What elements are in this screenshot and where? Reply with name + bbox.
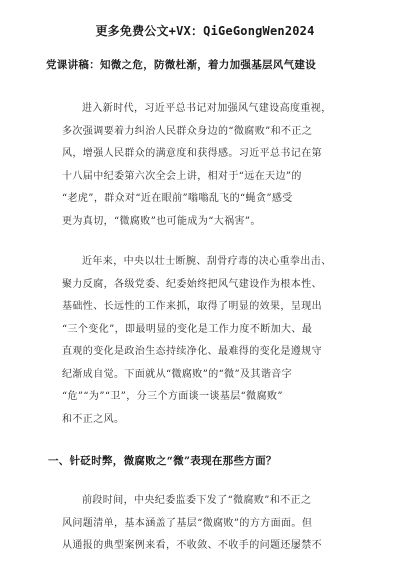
paragraph-2 (62, 251, 376, 431)
paragraph-line: “老虎”，群众对“近在眼前”嗡嗡乱飞的“蝇贪”感受 (62, 193, 293, 204)
paragraph-line: 直观的变化是政治生态持续净化、最难得的变化是遵规守 (62, 346, 322, 357)
paragraph-line: 十八届中纪委第六次全会上讲，相对于“远在天边”的 (62, 170, 302, 182)
page-header: 更多免费公文+VX：QiGeGongWen2024 (95, 24, 315, 38)
paragraph-line: 纪渐成自觉。下面就从“微腐败”的“微”及其谐音字 (62, 368, 293, 380)
paragraph-line: 聚力反腐，各级党委、纪委始终把风气建设作为根本性、 (62, 278, 322, 290)
paragraph-1 (62, 98, 376, 233)
paragraph-line: 进入新时代，习近平总书记对加强风气建设高度重视， (82, 103, 332, 114)
paragraph-line: 多次强调要着力纠治人民群众身边的“微腐败”和不正之 (62, 125, 313, 137)
paragraph-spacer (62, 233, 376, 251)
paragraph-line: 和不正之风。 (62, 413, 125, 425)
section-paragraph (62, 490, 376, 558)
paragraph-line: 前段时间，中央纪委监委下发了“微腐败”和不正之 (82, 495, 312, 506)
paragraph-line: 风问题清单，基本涵盖了基层“微腐败”的方方面面。但 (62, 517, 313, 529)
section-spacer (62, 431, 376, 453)
paragraph-line: 风，增强人民群众的满意度和获得感。习近平总书记在第 (62, 148, 322, 159)
paragraph-line: 更为真切，“微腐败”也可能成为“大祸害”。 (62, 215, 261, 227)
paragraph-line: “三个变化”，即最明显的变化是工作力度不断加大、最 (62, 323, 313, 335)
paragraph-line: “危”“为”“卫”，分三个方面谈一谈基层“微腐败” (62, 391, 283, 402)
paragraph-line: 从通报的典型案例来看，不收敛、不收手的问题还屡禁不 (62, 540, 322, 551)
paragraph-line: 近年来，中央以壮士断腕、刮骨疗毒的决心重拳出击、 (82, 256, 332, 267)
paragraph-line: 基础性、长远性的工作来抓，取得了明显的效果，呈现出 (62, 301, 322, 312)
section-heading: 一、针砭时弊，微腐败之“微”表现在那些方面？ (48, 455, 277, 467)
document-title: 党课讲稿：知微之危，防微杜渐，着力加强基层风气建设 (46, 59, 316, 71)
